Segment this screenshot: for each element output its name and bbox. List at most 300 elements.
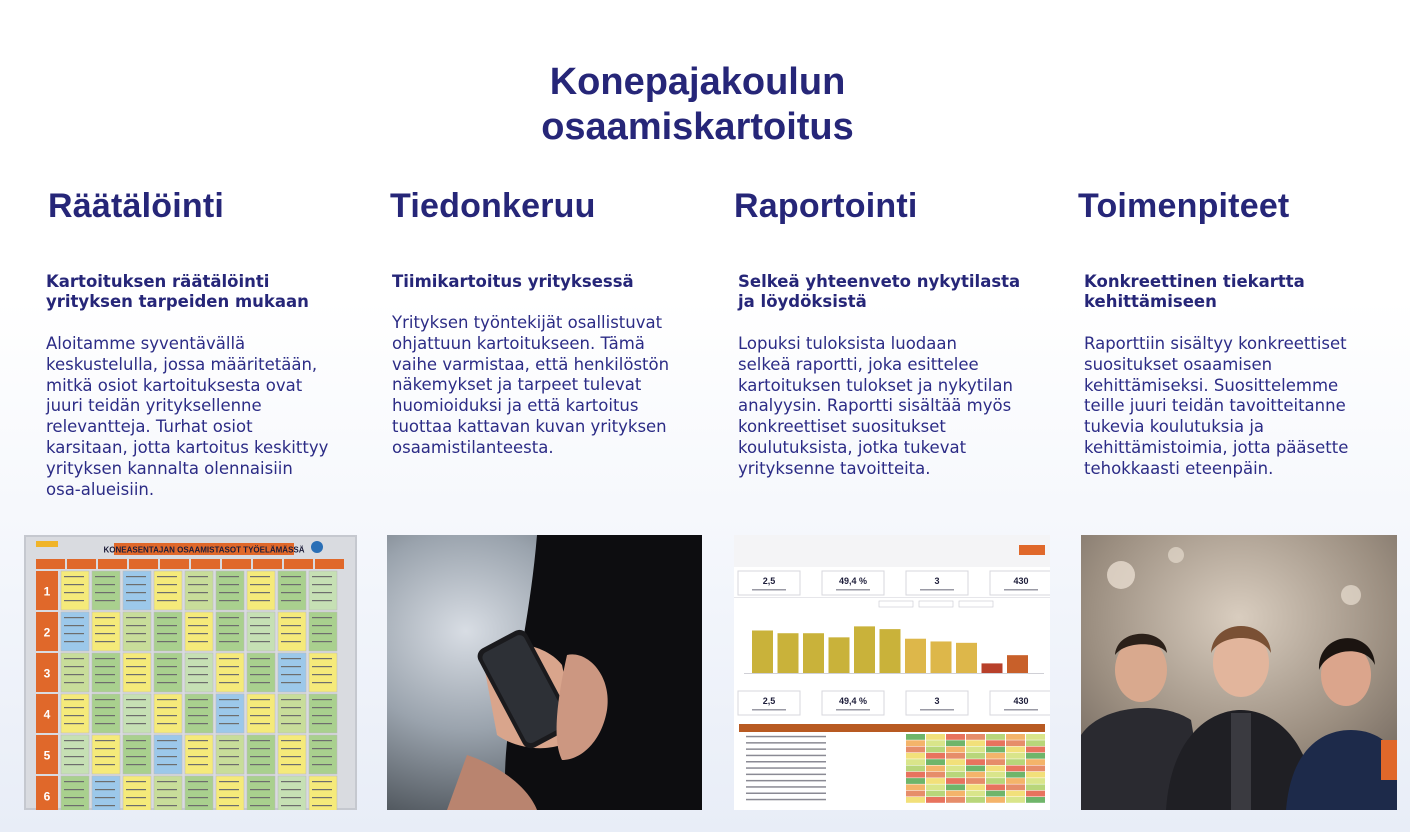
poster-cell-text	[95, 781, 115, 782]
poster-cell-text	[64, 797, 84, 798]
poster-cell-text	[312, 805, 332, 806]
table-heat-cell	[906, 784, 925, 790]
table-heat-cell	[1026, 753, 1045, 759]
poster-header-cell	[129, 559, 158, 569]
poster-level-label: 4	[43, 707, 51, 722]
poster-cell-text	[126, 617, 146, 618]
table-heat-cell	[926, 753, 945, 759]
table-heat-cell	[986, 734, 1005, 740]
poster-cell-text	[64, 764, 84, 765]
table-row-label	[746, 799, 826, 801]
table-heat-cell	[1006, 778, 1025, 784]
body-line: Raporttiin sisältyy konkreettiset	[1084, 334, 1347, 353]
poster-cell-text	[95, 699, 115, 700]
poster-cell-text	[188, 641, 208, 642]
poster-cell-text	[188, 682, 208, 683]
table-heat-cell	[1026, 791, 1045, 797]
poster-cell-text	[95, 740, 115, 741]
poster-cell-text	[281, 641, 301, 642]
kpi-caption	[1004, 589, 1038, 591]
poster-cell-text	[95, 715, 115, 716]
chart-filter-button	[959, 601, 993, 607]
poster-cell-text	[250, 658, 270, 659]
body-line: kehittämiseksi. Suosittelemme	[1084, 375, 1339, 395]
chart-axis	[744, 673, 1044, 674]
poster-cell-text	[281, 715, 301, 716]
kpi-value: 2,5	[762, 696, 776, 706]
column-heading: Raportointi	[734, 187, 918, 225]
table-heat-cell	[946, 772, 965, 778]
column-body	[738, 334, 1038, 480]
body-line: mitkä osiot kartoituksesta ovat	[46, 375, 303, 395]
poster-cell-text	[188, 699, 208, 700]
chart-bar	[778, 633, 799, 673]
poster-cell-text	[312, 748, 332, 749]
table-heat-cell	[946, 766, 965, 772]
table-heat-cell	[986, 784, 1005, 790]
poster-cell-text	[281, 699, 301, 700]
poster-cell-text	[126, 797, 146, 798]
poster-cell-text	[157, 707, 177, 708]
poster-cell-text	[126, 666, 146, 667]
poster-cell-text	[188, 748, 208, 749]
table-heat-cell	[966, 766, 985, 772]
poster-cell-text	[95, 666, 115, 667]
poster-cell-text	[157, 756, 177, 757]
table-heat-cell	[946, 791, 965, 797]
body-line: ohjattuun kartoitukseen. Tämä	[392, 333, 645, 353]
poster-cell-text	[312, 576, 332, 577]
table-heat-cell	[926, 791, 945, 797]
poster-cell-text	[95, 658, 115, 659]
poster-level-label: 3	[43, 666, 51, 681]
column-body	[1084, 334, 1384, 480]
poster-cell-text	[281, 666, 301, 667]
poster-header-cell	[315, 559, 344, 569]
poster-header-cell	[67, 559, 96, 569]
poster-cell-text	[157, 740, 177, 741]
table-heat-cell	[946, 753, 965, 759]
poster-cell-text	[219, 682, 239, 683]
chart-bar	[1007, 655, 1028, 673]
poster-cell-text	[281, 617, 301, 618]
chart-bar	[829, 637, 850, 673]
table-heat-cell	[986, 778, 1005, 784]
poster-cell-text	[157, 699, 177, 700]
poster-cell-text	[95, 674, 115, 675]
poster-cell-text	[312, 600, 332, 601]
poster-cell-text	[157, 789, 177, 790]
table-heat-cell	[1026, 766, 1045, 772]
poster-cell-text	[281, 740, 301, 741]
kpi-value: 430	[1013, 576, 1029, 586]
poster-cell-text	[157, 641, 177, 642]
subheading-line-2: ja löydöksistä	[738, 292, 867, 311]
phone-in-hands-photo	[387, 535, 702, 810]
table-heat-cell	[906, 797, 925, 803]
poster-header-cell	[36, 559, 65, 569]
body-line: Yrityksen työntekijät osallistuvat	[392, 313, 663, 332]
poster-cell-text	[157, 723, 177, 724]
poster-cell-text	[281, 805, 301, 806]
poster-cell-text	[95, 723, 115, 724]
table-heat-cell	[946, 778, 965, 784]
table-heat-cell	[986, 791, 1005, 797]
poster-cell-text	[157, 666, 177, 667]
body-line: vaihe varmistaa, että henkilöstön	[392, 354, 670, 374]
poster-cell-text	[95, 797, 115, 798]
poster-cell-text	[312, 658, 332, 659]
column-heading: Tiedonkeruu	[390, 187, 596, 225]
poster-cell-text	[126, 600, 146, 601]
poster-cell-text	[126, 715, 146, 716]
chart-bar	[854, 626, 875, 673]
poster-cell-text	[312, 674, 332, 675]
body-line: koulutuksista, jotka tukevat	[738, 437, 967, 457]
poster-cell-text	[157, 715, 177, 716]
body-line: relevantteja. Turhat osiot	[46, 417, 253, 437]
poster-cell-text	[64, 715, 84, 716]
poster-cell-text	[219, 805, 239, 806]
poster-cell-text	[250, 748, 270, 749]
poster-cell-text	[95, 764, 115, 765]
poster-cell-text	[219, 740, 239, 741]
poster-cell-text	[281, 682, 301, 683]
table-heat-cell	[986, 747, 1005, 753]
body-line: analyysin. Raportti sisältää myös	[738, 396, 1012, 416]
poster-cell-text	[250, 633, 270, 634]
poster-cell-text	[219, 592, 239, 593]
table-heat-cell	[926, 772, 945, 778]
poster-cell-text	[64, 674, 84, 675]
poster-cell-text	[188, 658, 208, 659]
body-line: suositukset osaamisen	[1084, 354, 1273, 374]
poster-cell-text	[64, 682, 84, 683]
subheading-line-1: Tiimikartoitus yrityksessä	[392, 272, 634, 291]
poster-cell-text	[64, 723, 84, 724]
table-heat-cell	[1026, 747, 1045, 753]
poster-cell-text	[312, 699, 332, 700]
poster-cell-text	[64, 789, 84, 790]
kpi-value: 2,5	[762, 576, 776, 586]
poster-cell-text	[157, 764, 177, 765]
three-workers-photo	[1081, 535, 1397, 810]
poster-cell-text	[95, 633, 115, 634]
poster-cell-text	[312, 625, 332, 626]
poster-level-label: 1	[43, 584, 51, 599]
poster-cell-text	[188, 625, 208, 626]
poster-cell-text	[64, 707, 84, 708]
poster-cell-text	[219, 748, 239, 749]
table-heat-cell	[966, 772, 985, 778]
poster-cell-text	[312, 781, 332, 782]
poster-cell-text	[157, 748, 177, 749]
table-heat-cell	[926, 784, 945, 790]
poster-cell-text	[312, 723, 332, 724]
poster-cell-text	[312, 707, 332, 708]
poster-cell-text	[281, 756, 301, 757]
poster-cell-text	[188, 756, 208, 757]
table-heat-cell	[926, 778, 945, 784]
poster-cell-text	[281, 584, 301, 585]
body-line: yrityksen kannalta olennaisiin	[46, 458, 293, 478]
poster-cell-text	[157, 797, 177, 798]
table-heat-cell	[946, 784, 965, 790]
poster-cell-text	[126, 584, 146, 585]
poster-cell-text	[126, 764, 146, 765]
poster-cell-text	[250, 576, 270, 577]
body-line: osa-alueisiin.	[46, 479, 155, 499]
chart-bar	[982, 663, 1003, 673]
poster-cell-text	[219, 658, 239, 659]
table-heat-cell	[906, 791, 925, 797]
poster-cell-text	[219, 576, 239, 577]
poster-cell-text	[126, 576, 146, 577]
poster-cell-text	[188, 707, 208, 708]
table-heat-cell	[966, 740, 985, 746]
poster-cell-text	[64, 600, 84, 601]
poster-cell-text	[219, 699, 239, 700]
body-line: juuri teidän yrityksellenne	[46, 396, 262, 416]
kpi-caption	[920, 589, 954, 591]
poster-cell-text	[250, 584, 270, 585]
poster-cell-text	[281, 764, 301, 765]
kpi-value: 3	[934, 696, 940, 706]
body-line: Lopuksi tuloksista luodaan	[738, 334, 957, 353]
poster-cell-text	[312, 641, 332, 642]
poster-cell-text	[219, 617, 239, 618]
poster-cell-text	[188, 600, 208, 601]
table-heat-cell	[906, 753, 925, 759]
poster-cell-text	[157, 805, 177, 806]
table-row-label	[746, 793, 826, 795]
poster-cell-text	[157, 781, 177, 782]
table-heat-cell	[1026, 772, 1045, 778]
table-heat-cell	[986, 740, 1005, 746]
poster-cell-text	[281, 633, 301, 634]
kpi-value: 49,4 %	[838, 576, 868, 586]
table-heat-cell	[946, 759, 965, 765]
poster-cell-text	[250, 617, 270, 618]
poster-cell-text	[126, 756, 146, 757]
poster-cell-text	[126, 723, 146, 724]
poster-cell-text	[250, 641, 270, 642]
table-heat-cell	[906, 759, 925, 765]
table-heat-cell	[946, 747, 965, 753]
table-heat-cell	[946, 734, 965, 740]
table-heat-cell	[906, 766, 925, 772]
chart-bar	[803, 633, 824, 673]
poster-cell-text	[126, 674, 146, 675]
table-heat-cell	[1006, 791, 1025, 797]
poster-cell-text	[219, 723, 239, 724]
poster-cell-text	[95, 789, 115, 790]
poster-cell-text	[64, 625, 84, 626]
poster-cell-text	[219, 641, 239, 642]
column-subheading	[392, 272, 692, 292]
table-heat-cell	[926, 766, 945, 772]
poster-cell-text	[250, 699, 270, 700]
table-row-label	[746, 767, 826, 769]
poster-cell-text	[219, 781, 239, 782]
table-heat-cell	[986, 753, 1005, 759]
body-line: tukevia koulutuksia ja	[1084, 417, 1265, 437]
poster-cell-text	[126, 658, 146, 659]
poster-cell-text	[126, 592, 146, 593]
poster-cell-text	[312, 797, 332, 798]
poster-cell-text	[126, 805, 146, 806]
poster-cell-text	[95, 682, 115, 683]
body-line: kehittämistoimia, jotta pääsette	[1084, 437, 1349, 457]
poster-cell-text	[312, 789, 332, 790]
table-heat-cell	[946, 740, 965, 746]
body-line: tuottaa kattavan kuvan yrityksen	[392, 416, 667, 436]
poster-cell-text	[281, 674, 301, 675]
table-row-label	[746, 742, 826, 744]
poster-cell-text	[95, 641, 115, 642]
poster-cell-text	[188, 797, 208, 798]
table-heat-cell	[966, 759, 985, 765]
poster-cell-text	[219, 764, 239, 765]
table-heat-cell	[1006, 772, 1025, 778]
subheading-line-1: Konkreettinen tiekartta	[1084, 272, 1305, 291]
body-line: selkeä raportti, joka esittelee	[738, 354, 979, 374]
poster-cell-text	[281, 600, 301, 601]
table-heat-cell	[1026, 797, 1045, 803]
table-heat-cell	[1006, 734, 1025, 740]
table-heat-cell	[966, 791, 985, 797]
poster-cell-text	[250, 740, 270, 741]
poster-cell-text	[312, 740, 332, 741]
body-line: huomioiduksi ja että kartoitus	[392, 396, 639, 416]
poster-cell-text	[126, 699, 146, 700]
body-line: kartoituksen tulokset ja nykytilan	[738, 375, 1013, 395]
poster-cell-text	[188, 617, 208, 618]
poster-cell-text	[250, 707, 270, 708]
poster-cell-text	[126, 707, 146, 708]
poster-level-label: 6	[43, 789, 51, 804]
poster-cell-text	[95, 748, 115, 749]
poster-cell-text	[157, 682, 177, 683]
poster-cell-text	[250, 781, 270, 782]
poster-cell-text	[188, 715, 208, 716]
table-heat-cell	[926, 759, 945, 765]
poster-cell-text	[312, 682, 332, 683]
poster-cell-text	[126, 781, 146, 782]
column-subheading	[46, 272, 346, 312]
poster-cell-text	[250, 764, 270, 765]
poster-cell-text	[219, 789, 239, 790]
body-line: osaamistilanteesta.	[392, 437, 554, 457]
table-heat-cell	[1006, 784, 1025, 790]
table-heat-cell	[1026, 778, 1045, 784]
table-row-label	[746, 748, 826, 750]
table-heat-cell	[1026, 784, 1045, 790]
kpi-value: 49,4 %	[838, 696, 868, 706]
table-heat-cell	[906, 778, 925, 784]
subheading-line-2: yrityksen tarpeiden mukaan	[46, 292, 309, 311]
poster-cell-text	[219, 600, 239, 601]
poster-cell-text	[188, 805, 208, 806]
column-body	[392, 313, 692, 459]
poster-header-cell	[253, 559, 282, 569]
poster-cell-text	[64, 805, 84, 806]
chart-filter-button	[879, 601, 913, 607]
poster-cell-text	[250, 625, 270, 626]
subheading-line-1: Kartoituksen räätälöinti	[46, 272, 270, 291]
poster-cell-text	[64, 740, 84, 741]
poster-cell-text	[281, 625, 301, 626]
poster-cell-text	[157, 625, 177, 626]
body-line: konkreettiset suositukset	[738, 417, 946, 437]
table-row-label	[746, 786, 826, 788]
poster-cell-text	[95, 805, 115, 806]
poster-cell-text	[250, 805, 270, 806]
poster-cell-text	[219, 707, 239, 708]
poster-cell-text	[126, 633, 146, 634]
chart-filter-button	[919, 601, 953, 607]
body-line: Aloitamme syventävällä	[46, 334, 246, 353]
poster-cell-text	[250, 756, 270, 757]
table-heat-cell	[966, 734, 985, 740]
poster-cell-text	[312, 666, 332, 667]
body-line: teille juuri teidän tavoitteitanne	[1084, 396, 1346, 416]
poster-cell-text	[157, 658, 177, 659]
poster-cell-text	[281, 781, 301, 782]
table-heat-cell	[1026, 740, 1045, 746]
body-line: keskustelulla, jossa määritetään,	[46, 354, 318, 374]
poster-cell-text	[219, 756, 239, 757]
poster-header-cell	[98, 559, 127, 569]
poster-cell-text	[250, 592, 270, 593]
poster-cell-text	[250, 682, 270, 683]
poster-cell-text	[126, 748, 146, 749]
table-heat-cell	[1026, 734, 1045, 740]
table-heat-cell	[946, 797, 965, 803]
poster-cell-text	[188, 592, 208, 593]
poster-cell-text	[219, 797, 239, 798]
chart-bar	[752, 630, 773, 673]
kpi-caption	[836, 709, 870, 711]
poster-cell-text	[95, 756, 115, 757]
poster-cell-text	[312, 584, 332, 585]
poster-cell-text	[95, 617, 115, 618]
poster-cell-text	[312, 764, 332, 765]
poster-cell-text	[157, 617, 177, 618]
table-heat-cell	[1006, 797, 1025, 803]
body-line: tehokkaasti eteenpäin.	[1084, 458, 1274, 478]
poster-cell-text	[281, 592, 301, 593]
poster-cell-text	[64, 781, 84, 782]
poster-logo	[311, 541, 323, 553]
poster-cell-text	[219, 715, 239, 716]
poster-cell-text	[188, 584, 208, 585]
poster-cell-text	[250, 715, 270, 716]
table-heat-cell	[986, 766, 1005, 772]
column-heading: Räätälöinti	[48, 187, 225, 225]
table-heat-cell	[926, 740, 945, 746]
table-heat-cell	[1006, 747, 1025, 753]
table-row-label	[746, 755, 826, 757]
column-toimenpiteet	[1078, 187, 1388, 478]
table-heat-cell	[906, 772, 925, 778]
poster-cell-text	[126, 682, 146, 683]
table-heat-cell	[986, 797, 1005, 803]
poster-cell-text	[95, 600, 115, 601]
poster-cell-text	[126, 625, 146, 626]
poster-header-cell	[160, 559, 189, 569]
page-title	[0, 60, 1395, 150]
